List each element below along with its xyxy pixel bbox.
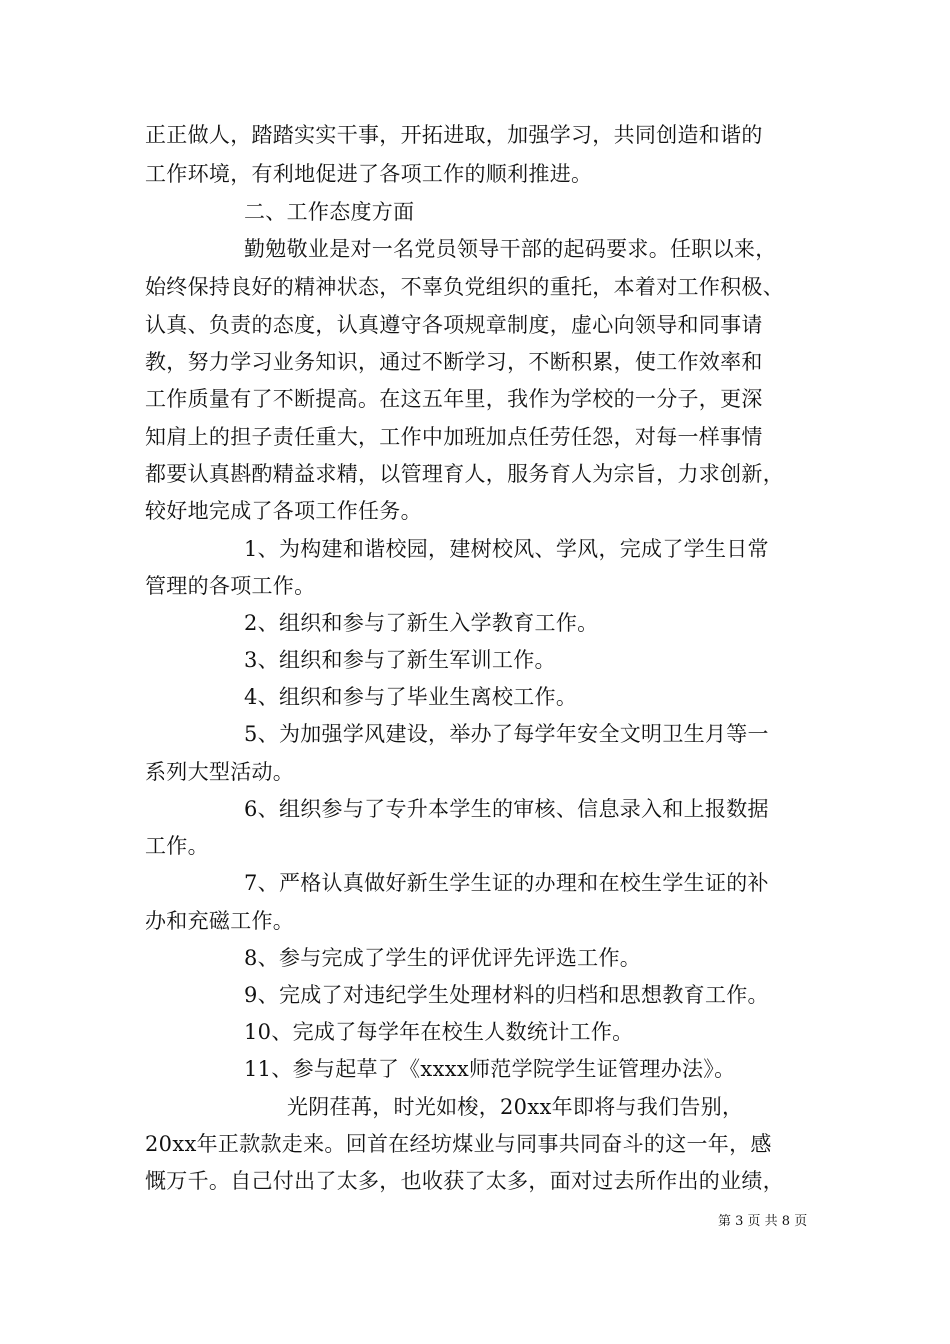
list-item-continuation: 办和充磁工作。: [145, 909, 295, 933]
paragraph-line: 始终保持良好的精神状态，不辜负党组织的重托，本着对工作积极、: [145, 275, 784, 299]
list-item: 3、组织和参与了新生军训工作。: [244, 648, 556, 672]
paragraph-line: 认真、负责的态度，认真遵守各项规章制度，虚心向领导和同事请: [145, 313, 763, 337]
paragraph-line: 知肩上的担子责任重大，工作中加班加点任劳任怨，对每一样事情: [145, 425, 763, 449]
paragraph-line: 光阴荏苒，时光如梭，20xx年即将与我们告别，: [287, 1095, 744, 1119]
list-item: 1、为构建和谐校园，建树校风、学风，完成了学生日常: [244, 537, 769, 561]
paragraph-line: 较好地完成了各项工作任务。: [145, 499, 422, 523]
list-item-continuation: 工作。: [145, 834, 209, 858]
paragraph-line: 20xx年正款款走来。回首在经坊煤业与同事共同奋斗的这一年，感: [145, 1132, 772, 1156]
paragraph-line: 勤勉敬业是对一名党员领导干部的起码要求。任职以来，: [244, 237, 777, 261]
list-item-continuation: 管理的各项工作。: [145, 574, 316, 598]
paragraph-line: 都要认真斟酌精益求精，以管理育人，服务育人为宗旨，力求创新，: [145, 462, 784, 486]
list-item: 8、参与完成了学生的评优评先评选工作。: [244, 946, 642, 970]
list-item: 10、完成了每学年在校生人数统计工作。: [244, 1020, 634, 1044]
paragraph-line: 慨万千。自己付出了太多，也收获了太多，面对过去所作出的业绩，: [145, 1169, 784, 1193]
section-heading: 二、工作态度方面: [244, 200, 415, 224]
list-item: 5、为加强学风建设，举办了每学年安全文明卫生月等一: [244, 722, 769, 746]
list-item: 11、参与起草了《xxxx师范学院学生证管理办法》。: [244, 1057, 736, 1081]
list-item: 6、组织参与了专升本学生的审核、信息录入和上报数据: [244, 797, 769, 821]
list-item: 9、完成了对违纪学生处理材料的归档和思想教育工作。: [244, 983, 769, 1007]
list-item: 7、严格认真做好新生学生证的办理和在校生学生证的补: [244, 871, 769, 895]
paragraph-line: 正正做人，踏踏实实干事，开拓进取，加强学习，共同创造和谐的: [145, 123, 763, 147]
list-item: 2、组织和参与了新生入学教育工作。: [244, 611, 599, 635]
paragraph-line: 工作环境，有利地促进了各项工作的顺利推进。: [145, 162, 593, 186]
page-number-footer: 第 3 页 共 8 页: [718, 1214, 808, 1229]
paragraph-line: 教，努力学习业务知识，通过不断学习，不断积累，使工作效率和: [145, 350, 763, 374]
paragraph-line: 工作质量有了不断提高。在这五年里，我作为学校的一分子，更深: [145, 387, 763, 411]
list-item-continuation: 系列大型活动。: [145, 760, 295, 784]
list-item: 4、组织和参与了毕业生离校工作。: [244, 685, 578, 709]
